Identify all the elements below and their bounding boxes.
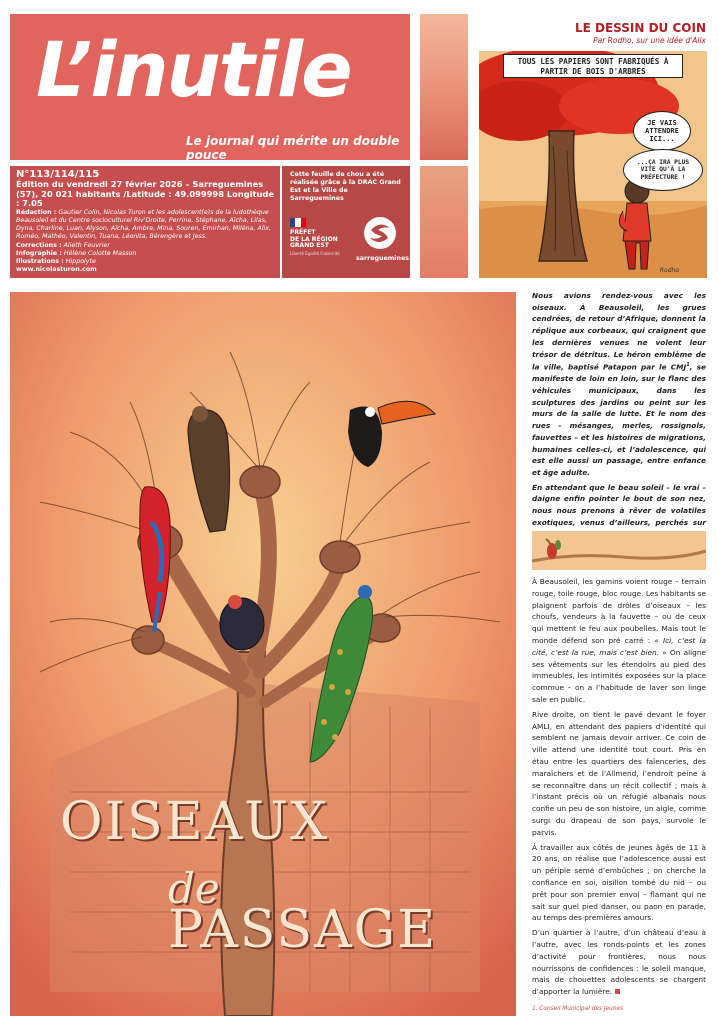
infographie-credit: Infographie : Hélène Colotte Masson	[16, 249, 137, 257]
town-emblem-icon	[363, 216, 397, 250]
end-of-article-mark	[615, 989, 620, 994]
credits-block	[10, 166, 280, 278]
redaction-credit: Rédaction : Gautier Colin, Nicolas Turon et les adolescent(e)s de la ludothèque Beausoleil et du Centre socioculturel Riv'Droite, Perrine, Stéphane, Aïcha, Lilas, Dyna, Charline, Luan, Alyson, Aïcha, Ambre, Mina, Souren, Emirhan, Miléna, Alix, Roméo, Mathéo, Valentin, Tuana, Léonita, Bérengère et Jess.	[16, 208, 271, 241]
speech-bubble: ...ÇA IRA PLUS VITE QU'À LA PRÉFECTURE !	[623, 149, 703, 191]
cartoon-caption: TOUS LES PAPIERS SONT FABRIQUÉS À PARTIR DE BOIS D'ARBRES	[503, 54, 683, 78]
cartoon-illustration	[479, 51, 707, 278]
headline-line1: OISEAUX	[60, 792, 330, 852]
sponsor-text: Cette feuille de chou a été réalisée grâce à la DRAC Grand Est et la Ville de Sarreguemines	[290, 171, 401, 202]
article-intro	[532, 290, 706, 543]
cartoon-signature: Rodho	[659, 267, 679, 274]
body-paragraph: D’un quartier à l’autre, d’un château d’eau à l’autre, avec les ronds-points et les zones d’activité pour frontières, nous nous nourrissons de confidences : le soleil manque, mais de chouettes adolescents se chargent d’apporter la lumière.	[532, 928, 706, 997]
cartoon-section-title: LE DESSIN DU COIN	[574, 21, 706, 35]
body-paragraph: Rive droite, on tient le pavé devant le foyer AMLI, en attendant des papiers d’identité qui semblent ne jamais devoir arriver. Ce coin de ville attend une identité tout court. Pris en étau entre les quartiers des faïenceries, des maraîchers et de l’Allmend, l’endroit peine à se reconnaître dans un récit collectif ; mais à l’instant précis où un réfugié albanais nous confie un peu de son histoire, un aigle, comme surgi du drapeau de son pays, survole le parvis.	[532, 709, 706, 837]
french-flag-icon	[290, 218, 306, 227]
speech-bubble: JE VAIS ATTENDRE ICI...	[633, 111, 691, 151]
masthead	[10, 14, 410, 160]
website-link[interactable]: www.nicolasturon.com	[16, 266, 97, 274]
intro-paragraph: Nous avions rendez-vous avec les oiseaux. À Beausoleil, les grues cendrées, de retour d’Afrique, donnent la réplique aux corbeaux, qui craignent que les dernières venues ne volent leur trésor de détritus. Le héron emblème de la ville, baptisé Patapon par le CMJ$^1$, se manifeste de loin en loin, sur le flanc des véhicules municipaux, dans les sculptures des jardins ou peint sur les murs de la salle de lutte. Et le nom des rues – mésanges, merles, rossignols, fauvettes – et les histoires de migrations, humaines celles-ci, et l’adolescence, qui est elle aussi un passage, entre enfance et âge adulte.	[532, 291, 706, 477]
decorative-strip	[420, 14, 468, 160]
body-paragraph: À travailler aux côtés de jeunes âgés de 11 à 20 ans, on réalise que l’adolescence aussi est un périple semé d’embûches ; on cherche la confiance en soi, oisillon tombé du nid – ou prêt pour son premier envol – flamant qui ne sait sur quel pied danser, ou paon en parade, au temps des premières amours.	[532, 842, 706, 923]
decorative-thumbnail	[532, 531, 706, 570]
issue-number: N°113/114/115	[16, 169, 100, 180]
sponsor-block	[282, 166, 410, 278]
footnote-marker: 1	[686, 362, 690, 369]
headline-line2: de	[168, 864, 220, 913]
footnote: 1. Conseil Municipal des Jeunes	[532, 1006, 624, 1012]
body-paragraph: À Beausoleil, les gamins voient rouge – terrain rouge, toile rouge, bloc rouge. Les habitants se plaignent parfois de drôles d’oiseaux – les choufs, vendeurs à la fauvette – ou de ceux qui mettent le feu aux poubelles. Mais tout le monde défend son pré carré : « Ici, c’est la cité, c’est la rue, mais c’est bien. » On aligne ses vêtements sur les étendoirs au pied des immeubles, les intimités exposées sur la place commue – on a l’habitude de laver son linge sale en public.	[532, 577, 706, 704]
decorative-strip	[420, 166, 468, 278]
tagline: Le journal qui mérite un double pouce	[186, 134, 400, 162]
branch-thumbnail	[532, 531, 706, 570]
corrections-credit: Corrections : Alieth Feuvrier	[16, 241, 110, 249]
illustrations-credit: Illustrations : Hippolyte	[16, 258, 96, 265]
prefecture-logo: PRÉFET DE LA RÉGION GRAND EST Liberté Égalité Fraternité	[290, 218, 346, 256]
article-body	[532, 576, 706, 1001]
newspaper-logo: L’inutile	[36, 25, 351, 114]
edition-line: Édition du vendredi 27 février 2026 – Sarreguemines (57), 20 021 habitants /Latitude : 49.099998 Longitude : 7.05	[16, 179, 274, 209]
cover-illustration	[10, 292, 516, 1016]
intro-paragraph: En attendant que le beau soleil – le vrai – daigne enfin pointer le bout de son nez, nous nous prenons à rêver de volatiles exotiques, venus d’ailleurs, perchés sur	[532, 482, 706, 527]
headline-line3: PASSAGE	[168, 900, 438, 960]
cartoon-credit: Par Rodho, sur une idée d'Alix	[593, 36, 706, 45]
sarreguemines-logo: sarreguemines	[356, 216, 404, 262]
